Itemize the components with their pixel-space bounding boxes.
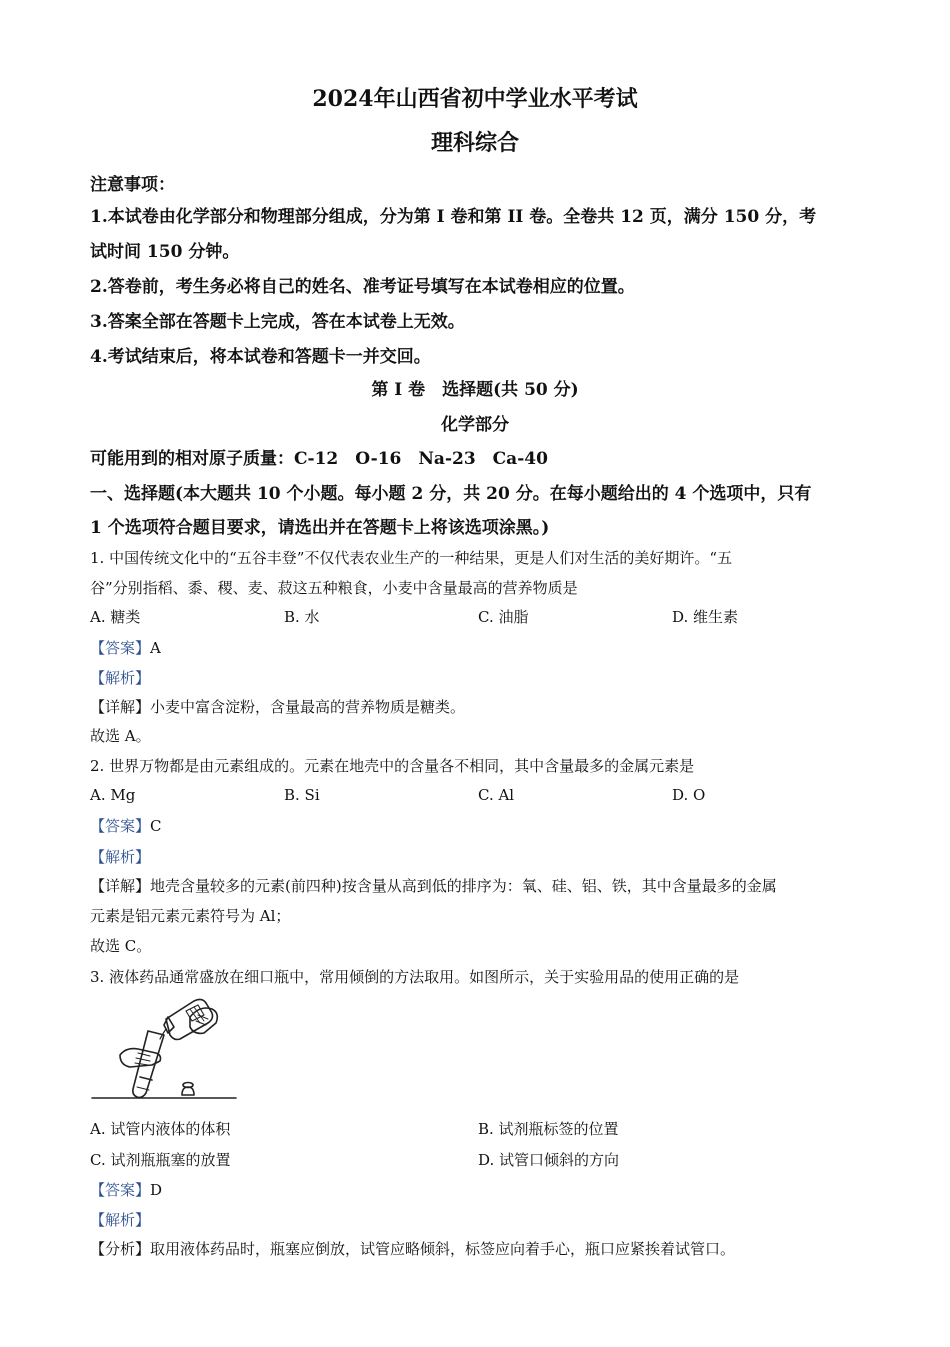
q2-answer-value: C xyxy=(150,817,162,835)
q3-option-d: D. 试管口倾斜的方向 xyxy=(478,1151,620,1169)
q2-analysis-tag: 【解析】 xyxy=(90,848,151,866)
q3-analysis-tag: 【解析】 xyxy=(90,1211,151,1229)
q2-detail-cont: 元素是铝元素元素符号为 Al； xyxy=(90,907,291,925)
notice-heading: 注意事项： xyxy=(90,175,175,195)
q2-option-a: A. Mg xyxy=(90,786,136,804)
q2-option-c: C. Al xyxy=(478,786,515,804)
pouring-liquid-illustration xyxy=(90,995,240,1107)
q3-stem: 3. 液体药品通常盛放在细口瓶中，常用倾倒的方法取用。如图所示，关于实验用品的使用正确的是 xyxy=(90,968,740,986)
q3-answer xyxy=(90,1179,162,1200)
stopper-shape xyxy=(182,1083,194,1096)
q1-answer-value: A xyxy=(150,639,161,657)
exam-subtitle: 理科综合 xyxy=(430,130,519,156)
q1-detail-text: 小麦中富含淀粉，含量最高的营养物质是糖类。 xyxy=(150,698,466,716)
part-heading: 化学部分 xyxy=(441,415,509,435)
notice-item: 试时间 150 分钟。 xyxy=(90,242,240,262)
reagent-bottle-shape xyxy=(164,999,213,1039)
q1-analysis-tag: 【解析】 xyxy=(90,669,151,687)
q2-detail-text: 地壳含量较多的元素(前四种)按含量从高到低的排序为：氧、硅、铝、铁，其中含量最多的金属 xyxy=(150,877,777,895)
notice-item: 1.本试卷由化学部分和物理部分组成，分为第 I 卷和第 II 卷。全卷共 12 页，满分 150 分，考 xyxy=(90,207,817,227)
test-tube-shape xyxy=(133,1031,164,1098)
q1-detail xyxy=(90,696,465,717)
volume-heading: 第 I 卷 选择题(共 50 分) xyxy=(371,380,579,400)
atomic-mass-line: 可能用到的相对原子质量：C-12 O-16 Na-23 Ca-40 xyxy=(90,449,548,469)
q1-conclusion: 故选 A。 xyxy=(90,727,151,745)
q3-option-b: B. 试剂瓶标签的位置 xyxy=(478,1120,619,1138)
q1-option-b: B. 水 xyxy=(284,608,320,626)
q3-answer-value: D xyxy=(150,1181,163,1199)
q1-stem: 谷”分别指稻、黍、稷、麦、菽这五种粮食，小麦中含量最高的营养物质是 xyxy=(90,579,578,597)
q3-option-a: A. 试管内液体的体积 xyxy=(90,1120,231,1138)
q3-fenxi-text: 取用液体药品时，瓶塞应倒放，试管应略倾斜，标签应向着手心，瓶口应紧挨着试管口。 xyxy=(150,1240,736,1258)
q3-option-c: C. 试剂瓶瓶塞的放置 xyxy=(90,1151,231,1169)
notice-item: 2.答卷前，考生务必将自己的姓名、准考证号填写在本试卷相应的位置。 xyxy=(90,277,635,297)
q3-fenxi xyxy=(90,1238,735,1259)
exam-title: 2024年山西省初中学业水平考试 xyxy=(312,86,638,112)
answer-tag: 【答案】 xyxy=(90,639,151,657)
section-instructions: 一、选择题(本大题共 10 个小题。每小题 2 分，共 20 分。在每小题给出的 4 个选项中，只有 xyxy=(90,484,812,504)
q2-option-b: B. Si xyxy=(284,786,320,804)
detail-tag: 【详解】 xyxy=(90,877,151,895)
q2-stem: 2. 世界万物都是由元素组成的。元素在地壳中的含量各不相同，其中含量最多的金属元素是 xyxy=(90,757,695,775)
q2-detail xyxy=(90,875,777,896)
q1-option-c: C. 油脂 xyxy=(478,608,529,626)
q2-answer xyxy=(90,815,162,836)
q2-conclusion: 故选 C。 xyxy=(90,937,152,955)
q1-answer xyxy=(90,637,161,658)
notice-item: 4.考试结束后，将本试卷和答题卡一并交回。 xyxy=(90,347,431,367)
q1-stem: 1. 中国传统文化中的“五谷丰登”不仅代表农业生产的一种结果，更是人们对生活的美好期许。“五 xyxy=(90,549,733,567)
q1-option-d: D. 维生素 xyxy=(672,608,739,626)
q2-option-d: D. O xyxy=(672,786,706,804)
section-instructions: 1 个选项符合题目要求，请选出并在答题卡上将该选项涂黑。) xyxy=(90,518,550,538)
fenxi-tag: 【分析】 xyxy=(90,1240,151,1258)
detail-tag: 【详解】 xyxy=(90,698,151,716)
answer-tag: 【答案】 xyxy=(90,1181,151,1199)
notice-item: 3.答案全部在答题卡上完成，答在本试卷上无效。 xyxy=(90,312,465,332)
answer-tag: 【答案】 xyxy=(90,817,151,835)
q1-option-a: A. 糖类 xyxy=(90,608,141,626)
